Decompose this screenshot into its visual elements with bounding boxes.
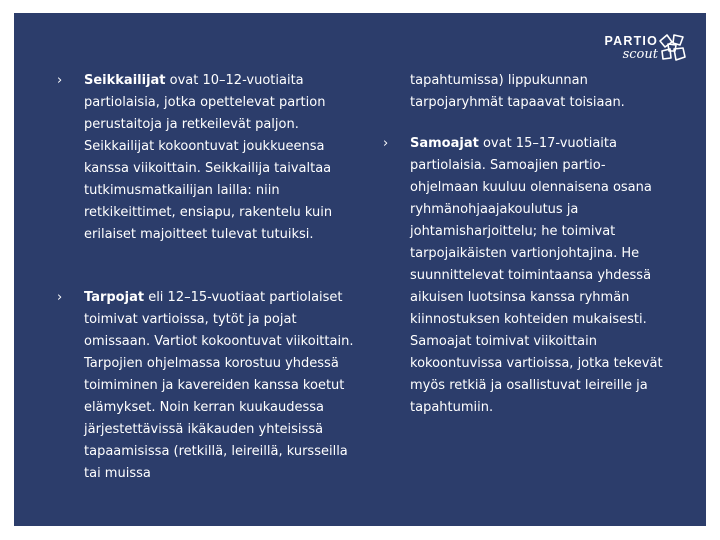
item-lead: Samoajat — [410, 136, 479, 151]
item-paragraph — [84, 70, 354, 246]
bullet-chevron-icon: › — [57, 73, 63, 88]
logo-text — [596, 33, 658, 62]
item-lead: Seikkailijat — [84, 73, 166, 88]
item-paragraph: tapahtumissa) lippukunnan tarpojaryhmät tapaavat toisiaan. — [410, 73, 625, 110]
bullet-chevron-icon: › — [383, 136, 389, 151]
bullet-chevron-icon: › — [57, 290, 63, 305]
item-text: ovat 10–12-vuotiaita partiolaisia, jotka opettelevat partion perustaitoja ja retkeilevät paljon. Seikkailijat kokoontuvat joukkueensa kanssa viikoittain. Seikkailija taivaltaa tutkimusmatkailijan lailla: niin retkikeittimet, ensiapu, rakentelu kuin erilaiset majoitteet tulevat tutuiksi. — [84, 73, 333, 242]
item-lead: Tarpojat — [84, 290, 145, 305]
item-paragraph — [84, 287, 354, 485]
logo-sub: scout — [622, 47, 658, 62]
logo-word: PARTIO — [604, 34, 658, 48]
item-text: ovat 15–17-vuotiaita partiolaisia. Samoajien partio-ohjelmaan kuuluu olennaisena osana ryhmänohjaajakoulutus ja johtamisharjoittelu; he toimivat tarpojaikäisten vartionjohtajina. He suunnittelevat toimintaansa yhdessä aikuisen luotsinsa kanssa ryhmän kiinnostuksen kohteiden mukaisesti. Samoajat toimivat viikoittain kokoontuvissa vartioissa, jotka tekevät myös retkiä ja osallistuvat leireille ja tapahtumiin. — [410, 136, 663, 415]
list-item-seikkailijat — [57, 70, 354, 246]
list-item-continuation — [410, 70, 670, 114]
list-item-tarpojat — [57, 287, 354, 485]
list-item-samoajat — [383, 133, 670, 419]
scout-emblem-icon — [656, 31, 690, 65]
slide — [14, 13, 706, 526]
item-paragraph — [410, 133, 670, 419]
item-text: eli 12–15-vuotiaat partiolaiset toimivat vartioissa, tytöt ja pojat omissaan. Vartiot kokoontuvat viikoittain. Tarpojien ohjelmassa korostuu yhdessä toimiminen ja kavereiden kanssa koetut elämykset. Noin kerran kuukaudessa järjestettävissä ikäkauden yhteisissä tapaamisissa (retkillä, leireillä, kursseilla tai muissa — [84, 290, 354, 481]
